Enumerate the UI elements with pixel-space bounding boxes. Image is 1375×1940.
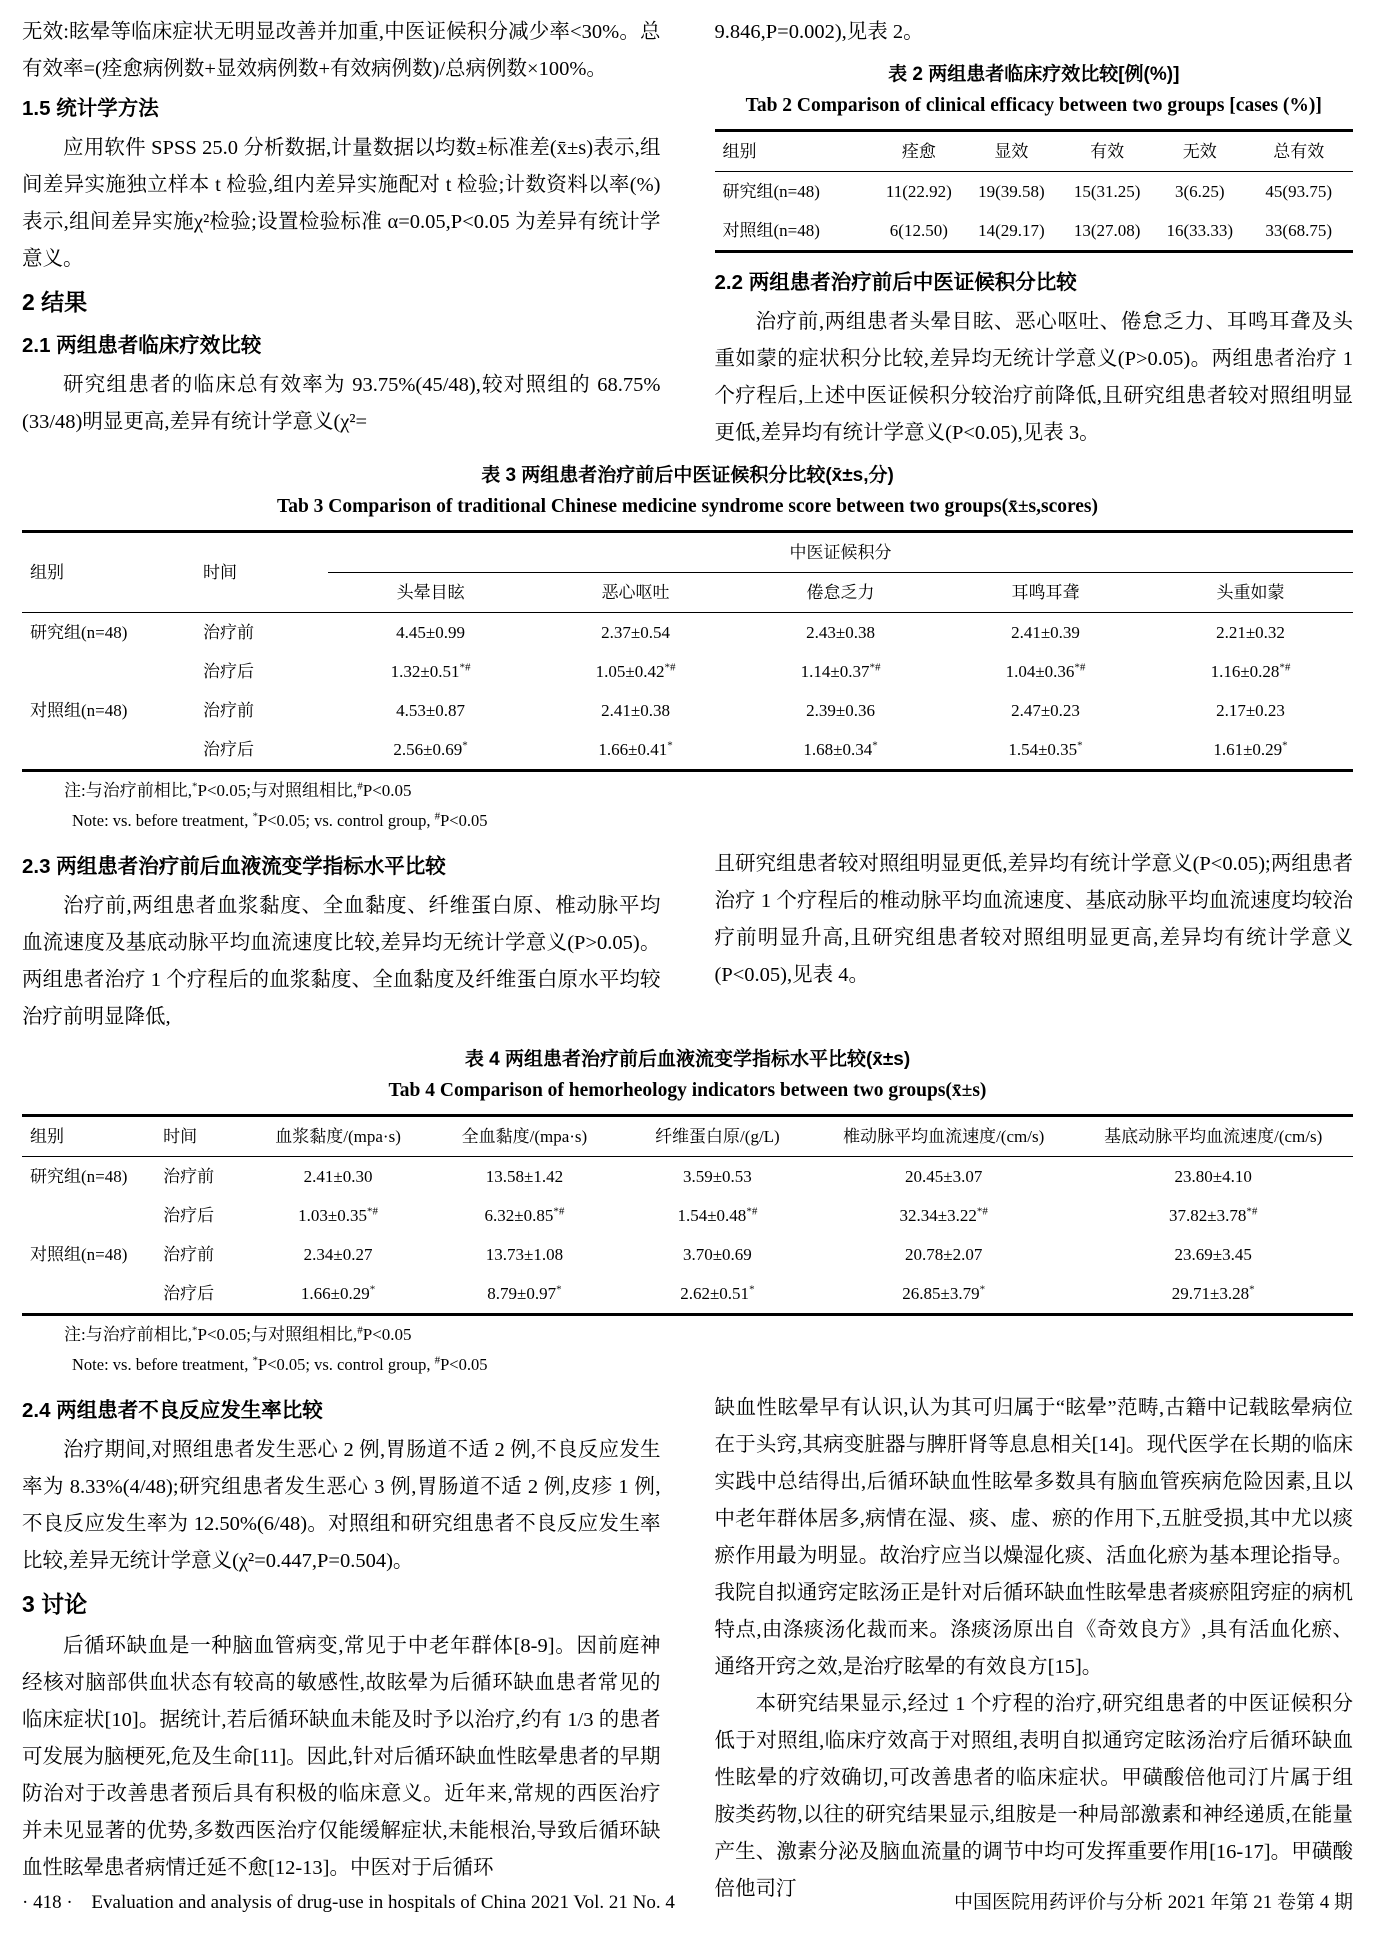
heading-2-2-tcm-score: 2.2 两组患者治疗前后中医证候积分比较 <box>714 271 1077 294</box>
paragraph-discussion-3: 本研究结果显示,经过 1 个疗程的治疗,研究组患者的中医证候积分低于对照组,临床疗效高于对照组,表明自拟通窍定眩汤治疗后循环缺血性眩晕的疗效确切,可改善患者的临床症状。甲磺酸倍他司汀片属于组胺类药物,以往的研究结果显示,组胺是一种局部激素和神经递质,在能量产生、激素分泌及脑血流量的调节中均可发挥重要作用[16-17]。甲磺酸倍他司汀 <box>714 1693 1353 1900</box>
table3-col-header: 头晕目眩 <box>328 573 533 613</box>
table4-cell: 23.69±3.45 <box>1174 1245 1252 1264</box>
table2-cell: 研究组(n=48) <box>722 182 820 201</box>
table3-cell: 1.05±0.42*# <box>595 661 676 681</box>
section-2-3 <box>22 846 1353 1036</box>
table3-cell: 对照组(n=48) <box>30 701 128 720</box>
table2-row <box>715 211 1354 252</box>
table4-cell: 6.32±0.85*# <box>484 1205 565 1225</box>
paragraph-2-3-left: 治疗前,两组患者血浆黏度、全血黏度、纤维蛋白原、椎动脉平均血流速度及基底动脉平均血流速度比较,差异均无统计学意义(P>0.05)。两组患者治疗 1 个疗程后的血浆黏度、全血黏度及纤维蛋白原水平均较治疗前明显降低, <box>22 895 661 1028</box>
table2-row <box>715 172 1354 212</box>
table4-cell: 2.62±0.51* <box>680 1283 755 1303</box>
table4-col-header: 纤维蛋白原/(g/L) <box>621 1116 814 1157</box>
footer-left <box>22 1892 675 1914</box>
table3-cell: 治疗后 <box>203 740 255 759</box>
table3-title-en: Tab 3 Comparison of traditional Chinese medicine syndrome score between two groups(x̄±s,scores) <box>276 496 1099 517</box>
table4-cell: 治疗后 <box>163 1206 215 1225</box>
table2-col-header: 痊愈 <box>874 131 963 172</box>
journal-name-zh: 中国医院用药评价与分析 2021 年第 21 卷第 4 期 <box>953 1892 1353 1913</box>
table3-row <box>22 691 1353 730</box>
table2-col-header: 总有效 <box>1244 131 1353 172</box>
table4-cell: 20.45±3.07 <box>904 1167 983 1186</box>
table4-title-en: Tab 4 Comparison of hemorheology indicators between two groups(x̄±s) <box>388 1080 987 1101</box>
table3-col-header: 时间 <box>195 532 328 613</box>
table3-cell: 1.66±0.41* <box>598 739 673 759</box>
table3-cell: 1.68±0.34* <box>803 739 878 759</box>
table3-cell <box>22 652 195 691</box>
table4-cell: 1.03±0.35*# <box>298 1205 378 1225</box>
table4-row <box>22 1196 1353 1235</box>
table2-cell: 3(6.25) <box>1174 182 1225 201</box>
table2-col-header: 组别 <box>715 131 875 172</box>
bottom-left-column <box>22 1390 661 1908</box>
table4-cell <box>22 1274 155 1315</box>
table3-cell: 4.45±0.99 <box>396 623 466 642</box>
table2-cell: 6(12.50) <box>889 221 948 240</box>
table2-col-header: 有效 <box>1059 131 1155 172</box>
heading-3-discussion: 3 讨论 <box>22 1591 88 1617</box>
table3-row <box>22 730 1353 771</box>
table4-hemorheology <box>22 1114 1353 1316</box>
table4-cell: 1.66±0.29* <box>300 1283 376 1303</box>
table4-cell: 研究组(n=48) <box>30 1167 128 1186</box>
table4-row <box>22 1274 1353 1315</box>
table3-cell: 4.53±0.87 <box>396 701 466 720</box>
table4-col-header: 基底动脉平均血流速度/(cm/s) <box>1073 1116 1353 1157</box>
heading-2-3-hemorheology: 2.3 两组患者治疗前后血液流变学指标水平比较 <box>22 855 446 878</box>
table4-cell <box>22 1196 155 1235</box>
table3-section <box>22 460 1353 836</box>
bottom-right-column <box>715 1390 1354 1908</box>
table3-cell: 治疗后 <box>203 662 255 681</box>
table3-title-zh: 表 3 两组患者治疗前后中医证候积分比较(x̄±s,分) <box>481 465 894 486</box>
table4-note-zh: 注:与治疗前相比,*P<0.05;与对照组相比,#P<0.05 <box>64 1324 412 1344</box>
table3-group-header: 中医证候积分 <box>328 532 1353 573</box>
heading-2-4-adverse-reactions: 2.4 两组患者不良反应发生率比较 <box>22 1399 323 1422</box>
table4-cell: 治疗前 <box>163 1245 215 1264</box>
table2-cell: 对照组(n=48) <box>722 221 820 240</box>
top-section <box>22 14 1353 452</box>
table4-row <box>22 1157 1353 1197</box>
table2-cell: 14(29.17) <box>978 221 1045 240</box>
section-2-3-left-column <box>22 846 661 1036</box>
table2-cell: 11(22.92) <box>885 182 952 201</box>
table3-note-en: Note: vs. before treatment, *P<0.05; vs. control group, #P<0.05 <box>72 810 488 830</box>
table3-cell: 1.61±0.29* <box>1213 739 1288 759</box>
table4-cell: 2.34±0.27 <box>303 1245 373 1264</box>
table4-cell: 26.85±3.79* <box>902 1283 986 1303</box>
table3-col-header: 头重如蒙 <box>1148 573 1353 613</box>
table2-cell: 45(93.75) <box>1265 182 1332 201</box>
table3-cell: 2.39±0.36 <box>806 701 875 720</box>
paragraph-2-2-tcm-score: 治疗前,两组患者头晕目眩、恶心呕吐、倦怠乏力、耳鸣耳聋及头重如蒙的症状积分比较,差异均无统计学意义(P>0.05)。两组患者治疗 1 个疗程后,上述中医证候积分较治疗前降低,且研究组患者较对照组明显更低,差异均有统计学意义(P<0.05),见表 3。 <box>714 311 1353 444</box>
table2-col-header: 无效 <box>1155 131 1244 172</box>
table4-cell: 3.59±0.53 <box>682 1167 752 1186</box>
table3-cell: 2.41±0.38 <box>601 701 670 720</box>
table3-col-header: 倦怠乏力 <box>738 573 943 613</box>
heading-1-5-statistics: 1.5 统计学方法 <box>22 97 159 120</box>
table4-cell: 37.82±3.78*# <box>1169 1205 1258 1225</box>
table4-row <box>22 1235 1353 1274</box>
table4-col-header: 椎动脉平均血流速度/(cm/s) <box>814 1116 1074 1157</box>
table2-title-zh: 表 2 两组患者临床疗效比较[例(%)] <box>888 64 1180 85</box>
table2-title-en: Tab 2 Comparison of clinical efficacy between two groups [cases (%)] <box>745 95 1322 116</box>
table4-cell: 23.80±4.10 <box>1174 1167 1252 1186</box>
paragraph-discussion-1: 后循环缺血是一种脑血管病变,常见于中老年群体[8-9]。因前庭神经核对脑部供血状态有较高的敏感性,故眩晕为后循环缺血患者常见的临床症状[10]。据统计,若后循环缺血未能及时予以治疗,约有 1/3 的患者可发展为脑梗死,危及生命[11]。因此,针对后循环缺血性眩晕患者的早期防治对于改善患者预后具有积极的临床意义。近年来,常规的西医治疗并未见显著的优势,多数西医治疗仅能缓解症状,未能根治,导致后循环缺血性眩晕患者病情迁延不愈[12-13]。中医对于后循环 <box>22 1635 661 1879</box>
table3-cell: 2.21±0.32 <box>1216 623 1285 642</box>
paragraph-2-4-adverse: 治疗期间,对照组患者发生恶心 2 例,胃肠道不适 2 例,不良反应发生率为 8.33%(4/48);研究组患者发生恶心 3 例,胃肠道不适 2 例,皮疹 1 例,不良反应发生率为 12.50%(6/48)。对照组和研究组患者不良反应发生率比较,差异无统计学意义(χ²=0.447,P=0.504)。 <box>22 1439 661 1572</box>
table4-header-row <box>22 1116 1353 1157</box>
paragraph-efficacy-criteria: 无效:眩晕等临床症状无明显改善并加重,中医证候积分减少率<30%。总有效率=(痊愈病例数+显效病例数+有效病例数)/总病例数×100%。 <box>22 21 661 80</box>
top-right-column <box>715 14 1354 452</box>
table4-cell: 29.71±3.28* <box>1171 1283 1255 1303</box>
paragraph-statistics-method: 应用软件 SPSS 25.0 分析数据,计量数据以均数±标准差(x̄±s)表示,组间差异实施独立样本 t 检验,组内差异实施配对 t 检验;计数资料以率(%)表示,组间差异实施χ²检验;设置检验标准 α=0.05,P<0.05 为差异有统计学意义。 <box>22 137 661 270</box>
table3-cell: 1.16±0.28*# <box>1210 661 1291 681</box>
table3-cell: 研究组(n=48) <box>30 623 128 642</box>
table4-cell: 32.34±3.22*# <box>899 1205 988 1225</box>
section-2-3-right-column <box>715 846 1354 1036</box>
heading-2-1-clinical-efficacy: 2.1 两组患者临床疗效比较 <box>22 334 262 357</box>
table4-cell: 对照组(n=48) <box>30 1245 128 1264</box>
table2-cell: 16(33.33) <box>1166 221 1234 240</box>
table3-header-row-1 <box>22 532 1353 573</box>
table2-cell: 15(31.25) <box>1073 182 1141 201</box>
table3-note-zh: 注:与治疗前相比,*P<0.05;与对照组相比,#P<0.05 <box>64 780 412 800</box>
table3-cell: 2.56±0.69* <box>393 739 468 759</box>
table3-cell <box>22 730 195 771</box>
heading-2-results: 2 结果 <box>22 289 88 315</box>
table4-cell: 3.70±0.69 <box>682 1245 752 1264</box>
paragraph-2-3-right: 且研究组患者较对照组明显更低,差异均有统计学意义(P<0.05);两组患者治疗 1 个疗程后的椎动脉平均血流速度、基底动脉平均血流速度均较治疗前明显升高,且研究组患者较对照组明显更高,差异均有统计学意义(P<0.05),见表 4。 <box>714 853 1353 986</box>
table4-col-header: 血浆黏度/(mpa·s) <box>248 1116 428 1157</box>
table3-cell: 2.37±0.54 <box>601 623 670 642</box>
table2-cell: 19(39.58) <box>978 182 1045 201</box>
table4-cell: 8.79±0.97* <box>487 1283 562 1303</box>
table3-cell: 2.17±0.23 <box>1216 701 1285 720</box>
journal-name-en: Evaluation and analysis of drug-use in hospitals of China 2021 Vol. 21 No. 4 <box>91 1892 675 1913</box>
table4-cell: 治疗前 <box>163 1167 215 1186</box>
table4-title-zh: 表 4 两组患者治疗前后血液流变学指标水平比较(x̄±s) <box>464 1049 911 1070</box>
table3-cell: 治疗前 <box>203 623 255 642</box>
table3-cell: 2.47±0.23 <box>1011 701 1080 720</box>
table2-cell: 33(68.75) <box>1265 221 1332 240</box>
table3-cell: 2.43±0.38 <box>806 623 875 642</box>
table4-section <box>22 1044 1353 1380</box>
table3-cell: 2.41±0.39 <box>1011 623 1080 642</box>
table4-cell: 20.78±2.07 <box>904 1245 983 1264</box>
table3-cell: 1.32±0.51*# <box>390 661 471 681</box>
table3-row <box>22 613 1353 653</box>
paragraph-discussion-2: 缺血性眩晕早有认识,认为其可归属于“眩晕”范畴,古籍中记载眩晕病位在于头窍,其病变脏器与脾肝肾等息息相关[14]。现代医学在长期的临床实践中总结得出,后循环缺血性眩晕多数具有脑血管疾病危险因素,且以中老年群体居多,病情在湿、痰、虚、瘀的作用下,五脏受损,其中尤以痰瘀作用最为明显。故治疗应当以燥湿化痰、活血化瘀为基本理论指导。我院自拟通窍定眩汤正是针对后循环缺血性眩晕患者痰瘀阻窍症的病机特点,由涤痰汤化裁而来。涤痰汤原出自《奇效良方》,具有活血化瘀、通络开窍之效,是治疗眩晕的有效良方[15]。 <box>714 1397 1353 1678</box>
table3-cell: 治疗前 <box>203 701 255 720</box>
table4-col-header: 组别 <box>22 1116 155 1157</box>
table4-cell: 2.41±0.30 <box>303 1167 373 1186</box>
top-left-column <box>22 14 661 452</box>
table3-cell: 1.54±0.35* <box>1008 739 1083 759</box>
table4-col-header: 时间 <box>155 1116 248 1157</box>
table4-col-header: 全血黏度/(mpa·s) <box>428 1116 621 1157</box>
bottom-section <box>22 1390 1353 1908</box>
paragraph-2-1-efficacy: 研究组患者的临床总有效率为 93.75%(45/48),较对照组的 68.75%(33/48)明显更高,差异有统计学意义(χ²= <box>22 374 661 433</box>
table2-header-row <box>715 131 1354 172</box>
table3-cell: 1.04±0.36*# <box>1005 661 1086 681</box>
table3-cell: 1.14±0.37*# <box>800 661 881 681</box>
paragraph-2-1-continuation: 9.846,P=0.002),见表 2。 <box>714 21 924 43</box>
table2-col-header: 显效 <box>964 131 1060 172</box>
table3-col-header: 恶心呕吐 <box>533 573 738 613</box>
table4-cell: 13.73±1.08 <box>485 1245 564 1264</box>
table3-col-header: 组别 <box>22 532 195 613</box>
table3-row <box>22 652 1353 691</box>
table4-note-en: Note: vs. before treatment, *P<0.05; vs. control group, #P<0.05 <box>72 1354 488 1374</box>
page-footer <box>22 1887 1353 1914</box>
table2-clinical-efficacy <box>715 129 1354 253</box>
table4-cell: 13.58±1.42 <box>485 1167 564 1186</box>
table2-cell: 13(27.08) <box>1073 221 1141 240</box>
table3-tcm-syndrome-score <box>22 530 1353 772</box>
page-number: · 418 · <box>22 1892 73 1913</box>
table4-cell: 1.54±0.48*# <box>677 1205 758 1225</box>
table4-cell: 治疗后 <box>163 1284 215 1303</box>
table3-col-header: 耳鸣耳聋 <box>943 573 1148 613</box>
